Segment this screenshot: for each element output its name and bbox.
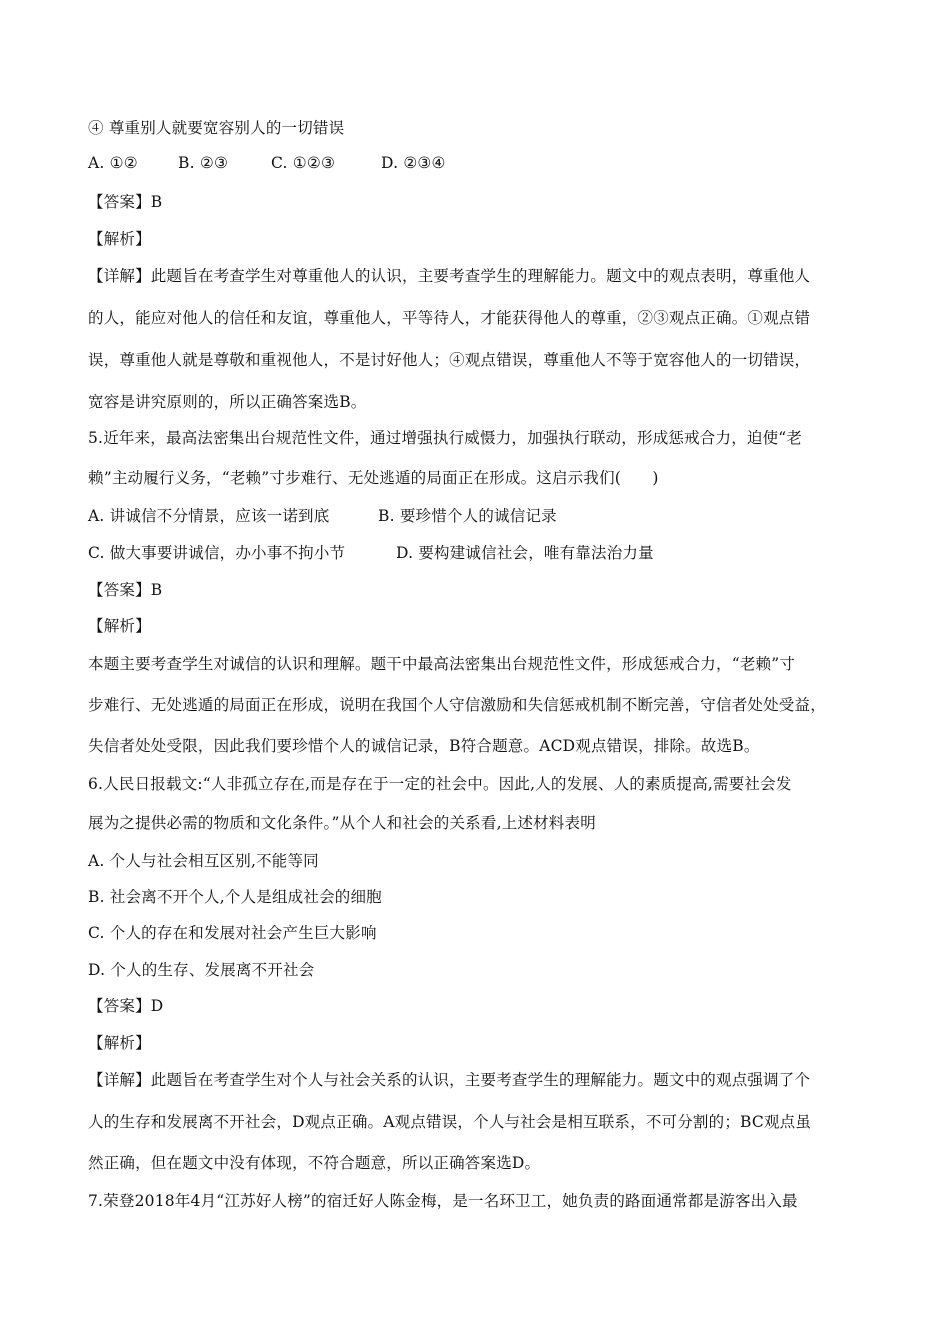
q4-option-c: C. ①②③	[271, 154, 336, 172]
q5-analysis-line: 失信者处处受限，因此我们要珍惜个人的诚信记录，B符合题意。ACD观点错误，排除。故选B。	[88, 737, 760, 755]
q6-stem-line: 展为之提供必需的物质和文化条件。”从个人和社会的关系看,上述材料表明	[88, 814, 596, 832]
q6-stem-line: 6.人民日报载文:“人非孤立存在,而是存在于一定的社会中。因此,人的发展、人的素质提高,需要社会发	[88, 775, 792, 793]
q6-option-d: D. 个人的生存、发展离不开社会	[88, 961, 315, 979]
q5-analysis-line: 步难行、无处逃遁的局面正在形成，说明在我国个人守信激励和失信惩戒机制不断完善，守信者处处受益，	[88, 696, 826, 714]
q6-analysis-label: 【解析】	[88, 1034, 151, 1052]
q4-analysis-label: 【解析】	[88, 230, 151, 248]
q6-option-a: A. 个人与社会相互区别,不能等同	[88, 852, 319, 870]
q5-option-a: A. 讲诚信不分情景，应该一诺到底	[88, 507, 330, 525]
q4-answer: 【答案】B	[88, 193, 163, 211]
q4-analysis-line: 宽容是讲究原则的，所以正确答案选B。	[88, 393, 367, 411]
q4-option-d: D. ②③④	[381, 154, 446, 172]
q5-options-row	[88, 541, 654, 563]
q4-analysis-line: 的人，能应对他人的信任和友谊，尊重他人，平等待人，才能获得他人的尊重，②③观点正确。①观点错	[88, 309, 811, 327]
q4-item-4: ④ 尊重别人就要宽容别人的一切错误	[88, 119, 345, 137]
q6-option-b: B. 社会离不开个人,个人是组成社会的细胞	[88, 888, 382, 906]
q4-analysis-line: 【详解】此题旨在考查学生对尊重他人的认识，主要考查学生的理解能力。题文中的观点表明，尊重他人	[88, 267, 811, 285]
q4-analysis-line: 误，尊重他人就是尊敬和重视他人，不是讨好他人；④观点错误，尊重他人不等于宽容他人的一切错误，	[88, 351, 811, 369]
q5-answer: 【答案】B	[88, 581, 163, 599]
q6-option-c: C. 个人的存在和发展对社会产生巨大影响	[88, 924, 377, 942]
q5-analysis-label: 【解析】	[88, 617, 151, 635]
q5-stem-line: 赖”主动履行义务，“老赖”寸步难行、无处逃遁的局面正在形成。这启示我们( )	[88, 469, 659, 487]
q5-option-d: D. 要构建诚信社会，唯有靠法治力量	[396, 544, 654, 562]
q6-analysis-line: 人的生存和发展离不开社会，D观点正确。A观点错误，个人与社会是相互联系，不可分割的；BC观点虽	[88, 1113, 812, 1131]
q5-options-row	[88, 504, 557, 526]
q5-analysis-line: 本题主要考查学生对诚信的认识和理解。题干中最高法密集出台规范性文件，形成惩戒合力，“老赖”寸	[88, 655, 796, 673]
q6-answer: 【答案】D	[88, 997, 164, 1015]
q6-analysis-line: 【详解】此题旨在考查学生对个人与社会关系的认识，主要考查学生的理解能力。题文中的观点强调了个	[88, 1071, 811, 1089]
q7-stem-line: 7.荣登2018年4月“江苏好人榜”的宿迁好人陈金梅，是一名环卫工，她负责的路面通常都是游客出入最	[88, 1192, 798, 1210]
q5-option-c: C. 做大事要讲诚信，办小事不拘小节	[88, 544, 346, 562]
q6-analysis-line: 然正确，但在题文中没有体现，不符合题意，所以正确答案选D。	[88, 1154, 541, 1172]
q4-option-a: A. ①②	[88, 154, 138, 172]
q5-stem-line: 5.近年来，最高法密集出台规范性文件，通过增强执行威慑力，加强执行联动，形成惩戒合力，迫使“老	[88, 429, 803, 447]
q5-option-b: B. 要珍惜个人的诚信记录	[378, 507, 557, 525]
q4-options	[88, 154, 446, 172]
q4-option-b: B. ②③	[178, 154, 229, 172]
